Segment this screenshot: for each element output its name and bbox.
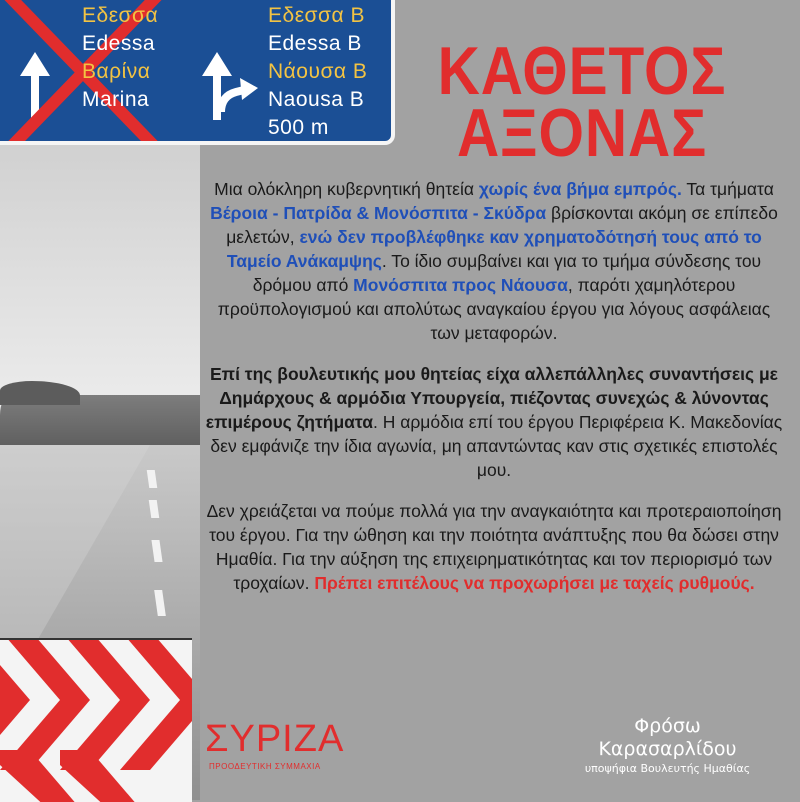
highlight-text: Βέροια - Πατρίδα & Μονόσπιτα - Σκύδρα — [210, 203, 547, 223]
paragraph-2 — [204, 362, 784, 482]
candidate-last-name: Καρασαρλίδου — [598, 738, 737, 760]
text-run: βρίσκονται ακόμη σε επίπεδο μελετών, — [226, 203, 778, 247]
sign-left-column — [82, 2, 158, 114]
sign-destination-latin: Edessa B — [268, 32, 362, 55]
party-logo — [205, 718, 345, 780]
text-run: . Η αρμόδια επί του έργου Περιφέρεια Κ. Μακεδονίας δεν εμφάνιζε την ίδια αγωνία, μη απαντώντας καν στις σχετικές επιστολές μου. — [210, 412, 783, 480]
sign-destination-greek: Εδεσσα — [82, 4, 159, 27]
candidate-role: υποψήφια Βουλευτής Ημαθίας — [584, 762, 751, 775]
sign-right-column — [268, 2, 367, 142]
sign-distance: 500 m — [268, 116, 329, 139]
title-line-1: ΚΑΘΕΤΟΣ — [437, 33, 727, 109]
text-run: Δεν χρειάζεται να πούμε πολλά για την αναγκαιότητα και προτεραιοποίηση του έργου. Για την ώθηση και την ποιότητα ανάπτυξης που θα δώσει στην Ημαθία. Για την αύξηση της επιχειρηματικότητας και τον περιορισμό των τροχαίων. — [206, 501, 782, 593]
highlight-text: χωρίς ένα βήμα εμπρός. — [478, 179, 682, 199]
bold-text: Επί της βουλευτικής μου θητείας είχα αλλεπάλληλες συναντήσεις με Δημάρχους & αρμόδια Υπουργεία, πιέζοντας συνεχώς & λύνοντας επιμέρους ζητήματα — [205, 364, 778, 432]
text-run: Τα τμήματα — [681, 179, 774, 199]
body-text — [204, 177, 784, 612]
highlight-text: Μονόσπιτα προς Νάουσα — [353, 275, 568, 295]
logo-subtitle: ΠΡΟΟΔΕΥΤΙΚΗ ΣΥΜΜΑΧΙΑ — [209, 762, 321, 771]
sign-destination-greek: Εδεσσα Β — [268, 4, 365, 27]
page-title — [436, 33, 728, 171]
candidate-signature — [560, 715, 775, 777]
highlight-text: ενώ δεν προβλέφθηκε καν χρηματοδότησή τους από το Ταμείο Ανάκαμψης — [226, 227, 762, 271]
red-callout: Πρέπει επιτέλους να προχωρήσει με ταχείς ρυθμούς. — [314, 573, 755, 593]
sign-destination-latin: Marina — [82, 88, 150, 111]
sign-destination-latin: Naousa B — [268, 88, 365, 111]
title-line-2: ΑΞΟΝΑΣ — [456, 95, 708, 171]
chevron-pattern — [0, 640, 192, 802]
chevron-barrier — [0, 638, 192, 802]
text-run: , παρότι χαμηλότερου προϋπολογισμού και απολύτως αναγκαίου έργου για λόγους ασφάλειας των μεταφορών. — [217, 275, 771, 343]
sign-destination-greek: Βαρίνα — [82, 60, 151, 83]
paragraph-1 — [204, 177, 784, 345]
sign-destination-greek: Νάουσα Β — [268, 60, 368, 83]
text-run: . Το ίδιο συμβαίνει και για το τμήμα σύνδεσης του δρόμου από — [252, 251, 762, 295]
logo-wordmark: ΣΥΡΙΖΑ — [205, 718, 345, 760]
paragraph-3 — [204, 499, 784, 595]
candidate-first-name: Φρόσω — [634, 715, 701, 737]
text-run: Μια ολόκληρη κυβερνητική θητεία — [214, 179, 479, 199]
sign-destination-latin: Edessa — [82, 32, 156, 55]
fork-arrow-icon — [202, 52, 258, 120]
road-sign — [0, 0, 395, 145]
